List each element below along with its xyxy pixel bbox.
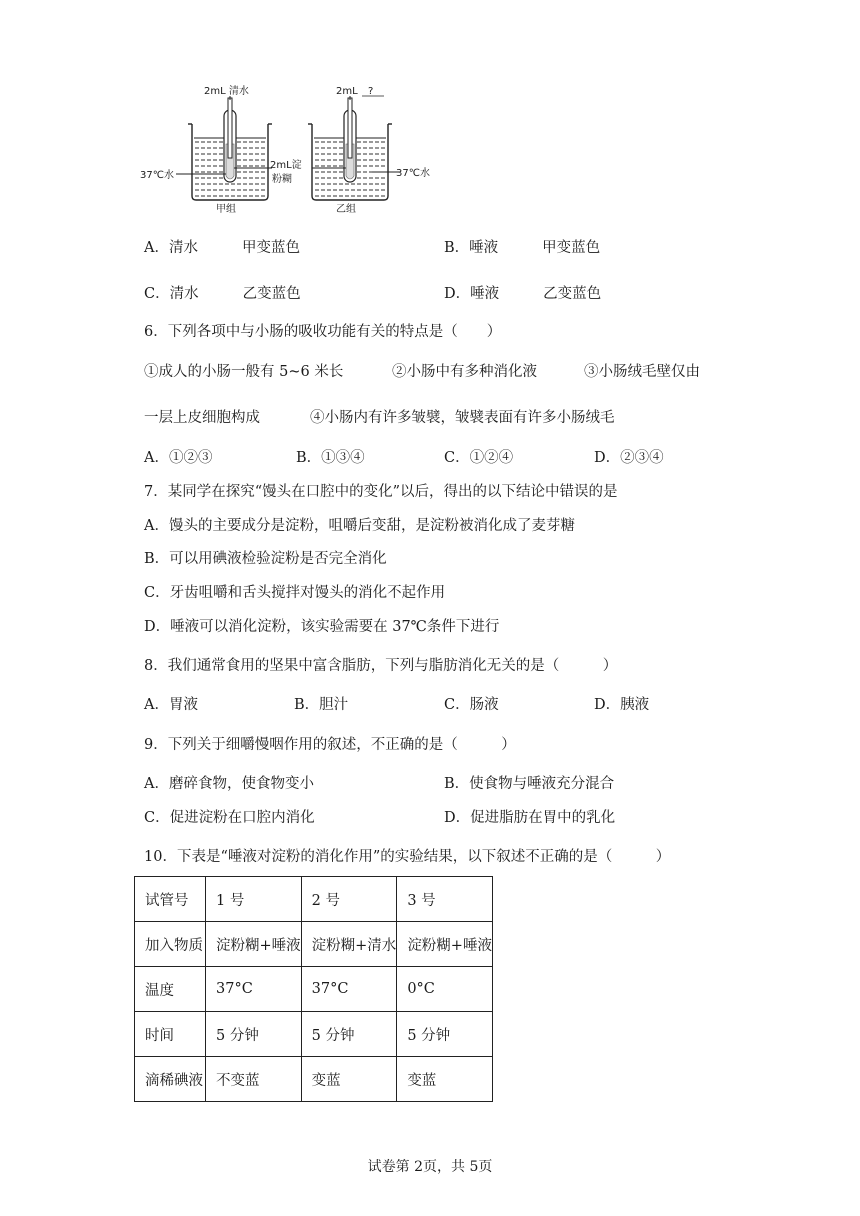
q6-stem: 6．下列各项中与小肠的吸收功能有关的特点是（ ） — [144, 324, 502, 340]
table-row — [135, 1012, 493, 1057]
table-cell: 5 分钟 — [301, 1012, 397, 1057]
q5-option-a[interactable] — [144, 236, 300, 257]
table-cell: 温度 — [135, 967, 206, 1012]
q8-option-a[interactable]: A．胃液 — [144, 697, 198, 713]
label-top-right-blank: ? — [368, 86, 374, 97]
q5-option-d[interactable] — [444, 282, 601, 303]
label-group-jia: 甲组 — [216, 204, 236, 215]
q7-option-c[interactable]: C．牙齿咀嚼和舌头搅拌对馒头的消化不起作用 — [144, 585, 446, 601]
table-cell: 淀粉糊+清水 — [301, 922, 397, 967]
q6-item-3-cont: 一层上皮细胞构成 — [144, 410, 260, 426]
q6-item-4: ④小肠内有许多皱襞，皱襞表面有许多小肠绒毛 — [310, 410, 615, 426]
option-letter: D． — [444, 286, 471, 302]
table-cell: 0°C — [397, 967, 493, 1012]
experiment-figure — [140, 82, 440, 215]
q5-option-c[interactable] — [144, 282, 301, 303]
option-text: 清水 — [169, 286, 199, 302]
beaker-diagram — [140, 82, 440, 215]
label-top-right: 2mL — [336, 86, 358, 97]
label-center-2: 粉糊 — [272, 174, 292, 185]
table-row — [135, 922, 493, 967]
table-cell: 37°C — [301, 967, 397, 1012]
q8-stem: 8．我们通常食用的坚果中富含脂肪，下列与脂肪消化无关的是（ ） — [144, 658, 618, 674]
q8-option-b[interactable]: B．胆汁 — [294, 697, 349, 713]
q8-option-c[interactable]: C．肠液 — [444, 697, 499, 713]
q9-option-d[interactable]: D．促进脂肪在胃中的乳化 — [444, 810, 616, 826]
q9-option-a[interactable]: A．磨碎食物，使食物变小 — [144, 776, 314, 792]
experiment-table — [134, 876, 493, 1102]
label-center-1: 2mL淀 — [270, 160, 302, 171]
q6-option-a[interactable]: A．①②③ — [144, 450, 213, 466]
q9-option-b[interactable]: B．使食物与唾液充分混合 — [444, 776, 615, 792]
q7-stem: 7．某同学在探究“馒头在口腔中的变化”以后，得出的以下结论中错误的是 — [144, 484, 618, 500]
table-cell: 淀粉糊+唾液 — [206, 922, 302, 967]
label-top-left: 2mL 清水 — [204, 86, 249, 97]
table-cell: 5 分钟 — [397, 1012, 493, 1057]
table-cell: 试管号 — [135, 877, 206, 922]
table-cell: 37°C — [206, 967, 302, 1012]
table-cell: 滴稀碘液 — [135, 1057, 206, 1102]
option-text: 甲变蓝色 — [542, 240, 601, 256]
option-text: 乙变蓝色 — [543, 286, 602, 302]
beaker-yi — [308, 96, 392, 200]
page-footer: 试卷第 2页，共 5页 — [367, 1159, 493, 1175]
label-group-yi: 乙组 — [336, 204, 356, 215]
q10-stem: 10．下表是“唾液对淀粉的消化作用”的实验结果，以下叙述不正确的是（ ） — [144, 849, 671, 865]
q7-option-b[interactable]: B．可以用碘液检验淀粉是否完全消化 — [144, 551, 387, 567]
q8-option-d[interactable]: D．胰液 — [594, 697, 650, 713]
table-row — [135, 877, 493, 922]
option-text: 唾液 — [470, 286, 500, 302]
option-text: 甲变蓝色 — [241, 240, 300, 256]
q6-item-3: ③小肠绒毛壁仅由 — [584, 364, 700, 380]
option-letter: C． — [144, 286, 170, 302]
option-text: 乙变蓝色 — [242, 286, 301, 302]
q6-item-2: ②小肠中有多种消化液 — [392, 364, 537, 380]
q6-item-1: ①成人的小肠一般有 5~6 米长 — [144, 364, 344, 380]
q7-option-a[interactable]: A．馒头的主要成分是淀粉，咀嚼后变甜，是淀粉被消化成了麦芽糖 — [144, 518, 575, 534]
table-cell: 3 号 — [397, 877, 493, 922]
table-cell: 变蓝 — [301, 1057, 397, 1102]
table-cell: 2 号 — [301, 877, 397, 922]
option-letter: B． — [444, 240, 470, 256]
table-cell: 加入物质 — [135, 922, 206, 967]
beaker-jia — [188, 96, 272, 200]
option-text: 清水 — [168, 240, 198, 256]
table-cell: 淀粉糊+唾液 — [397, 922, 493, 967]
q6-option-d[interactable]: D．②③④ — [594, 450, 664, 466]
q5-option-b[interactable] — [444, 236, 600, 257]
table-row — [135, 967, 493, 1012]
table-row — [135, 1057, 493, 1102]
q9-option-c[interactable]: C．促进淀粉在口腔内消化 — [144, 810, 315, 826]
table-cell: 时间 — [135, 1012, 206, 1057]
q6-option-c[interactable]: C．①②④ — [444, 450, 514, 466]
q6-option-b[interactable]: B．①③④ — [296, 450, 365, 466]
label-left-water: 37℃水 — [140, 170, 174, 181]
q9-stem: 9．下列关于细嚼慢咽作用的叙述，不正确的是（ ） — [144, 737, 516, 753]
table-cell: 5 分钟 — [206, 1012, 302, 1057]
q7-option-d[interactable]: D．唾液可以消化淀粉，该实验需要在 37℃条件下进行 — [144, 619, 500, 635]
table-cell: 1 号 — [206, 877, 302, 922]
label-right-water: 37℃水 — [396, 168, 430, 179]
table-cell: 不变蓝 — [206, 1057, 302, 1102]
option-text: 唾液 — [469, 240, 499, 256]
option-letter: A． — [144, 240, 169, 256]
table-cell: 变蓝 — [397, 1057, 493, 1102]
